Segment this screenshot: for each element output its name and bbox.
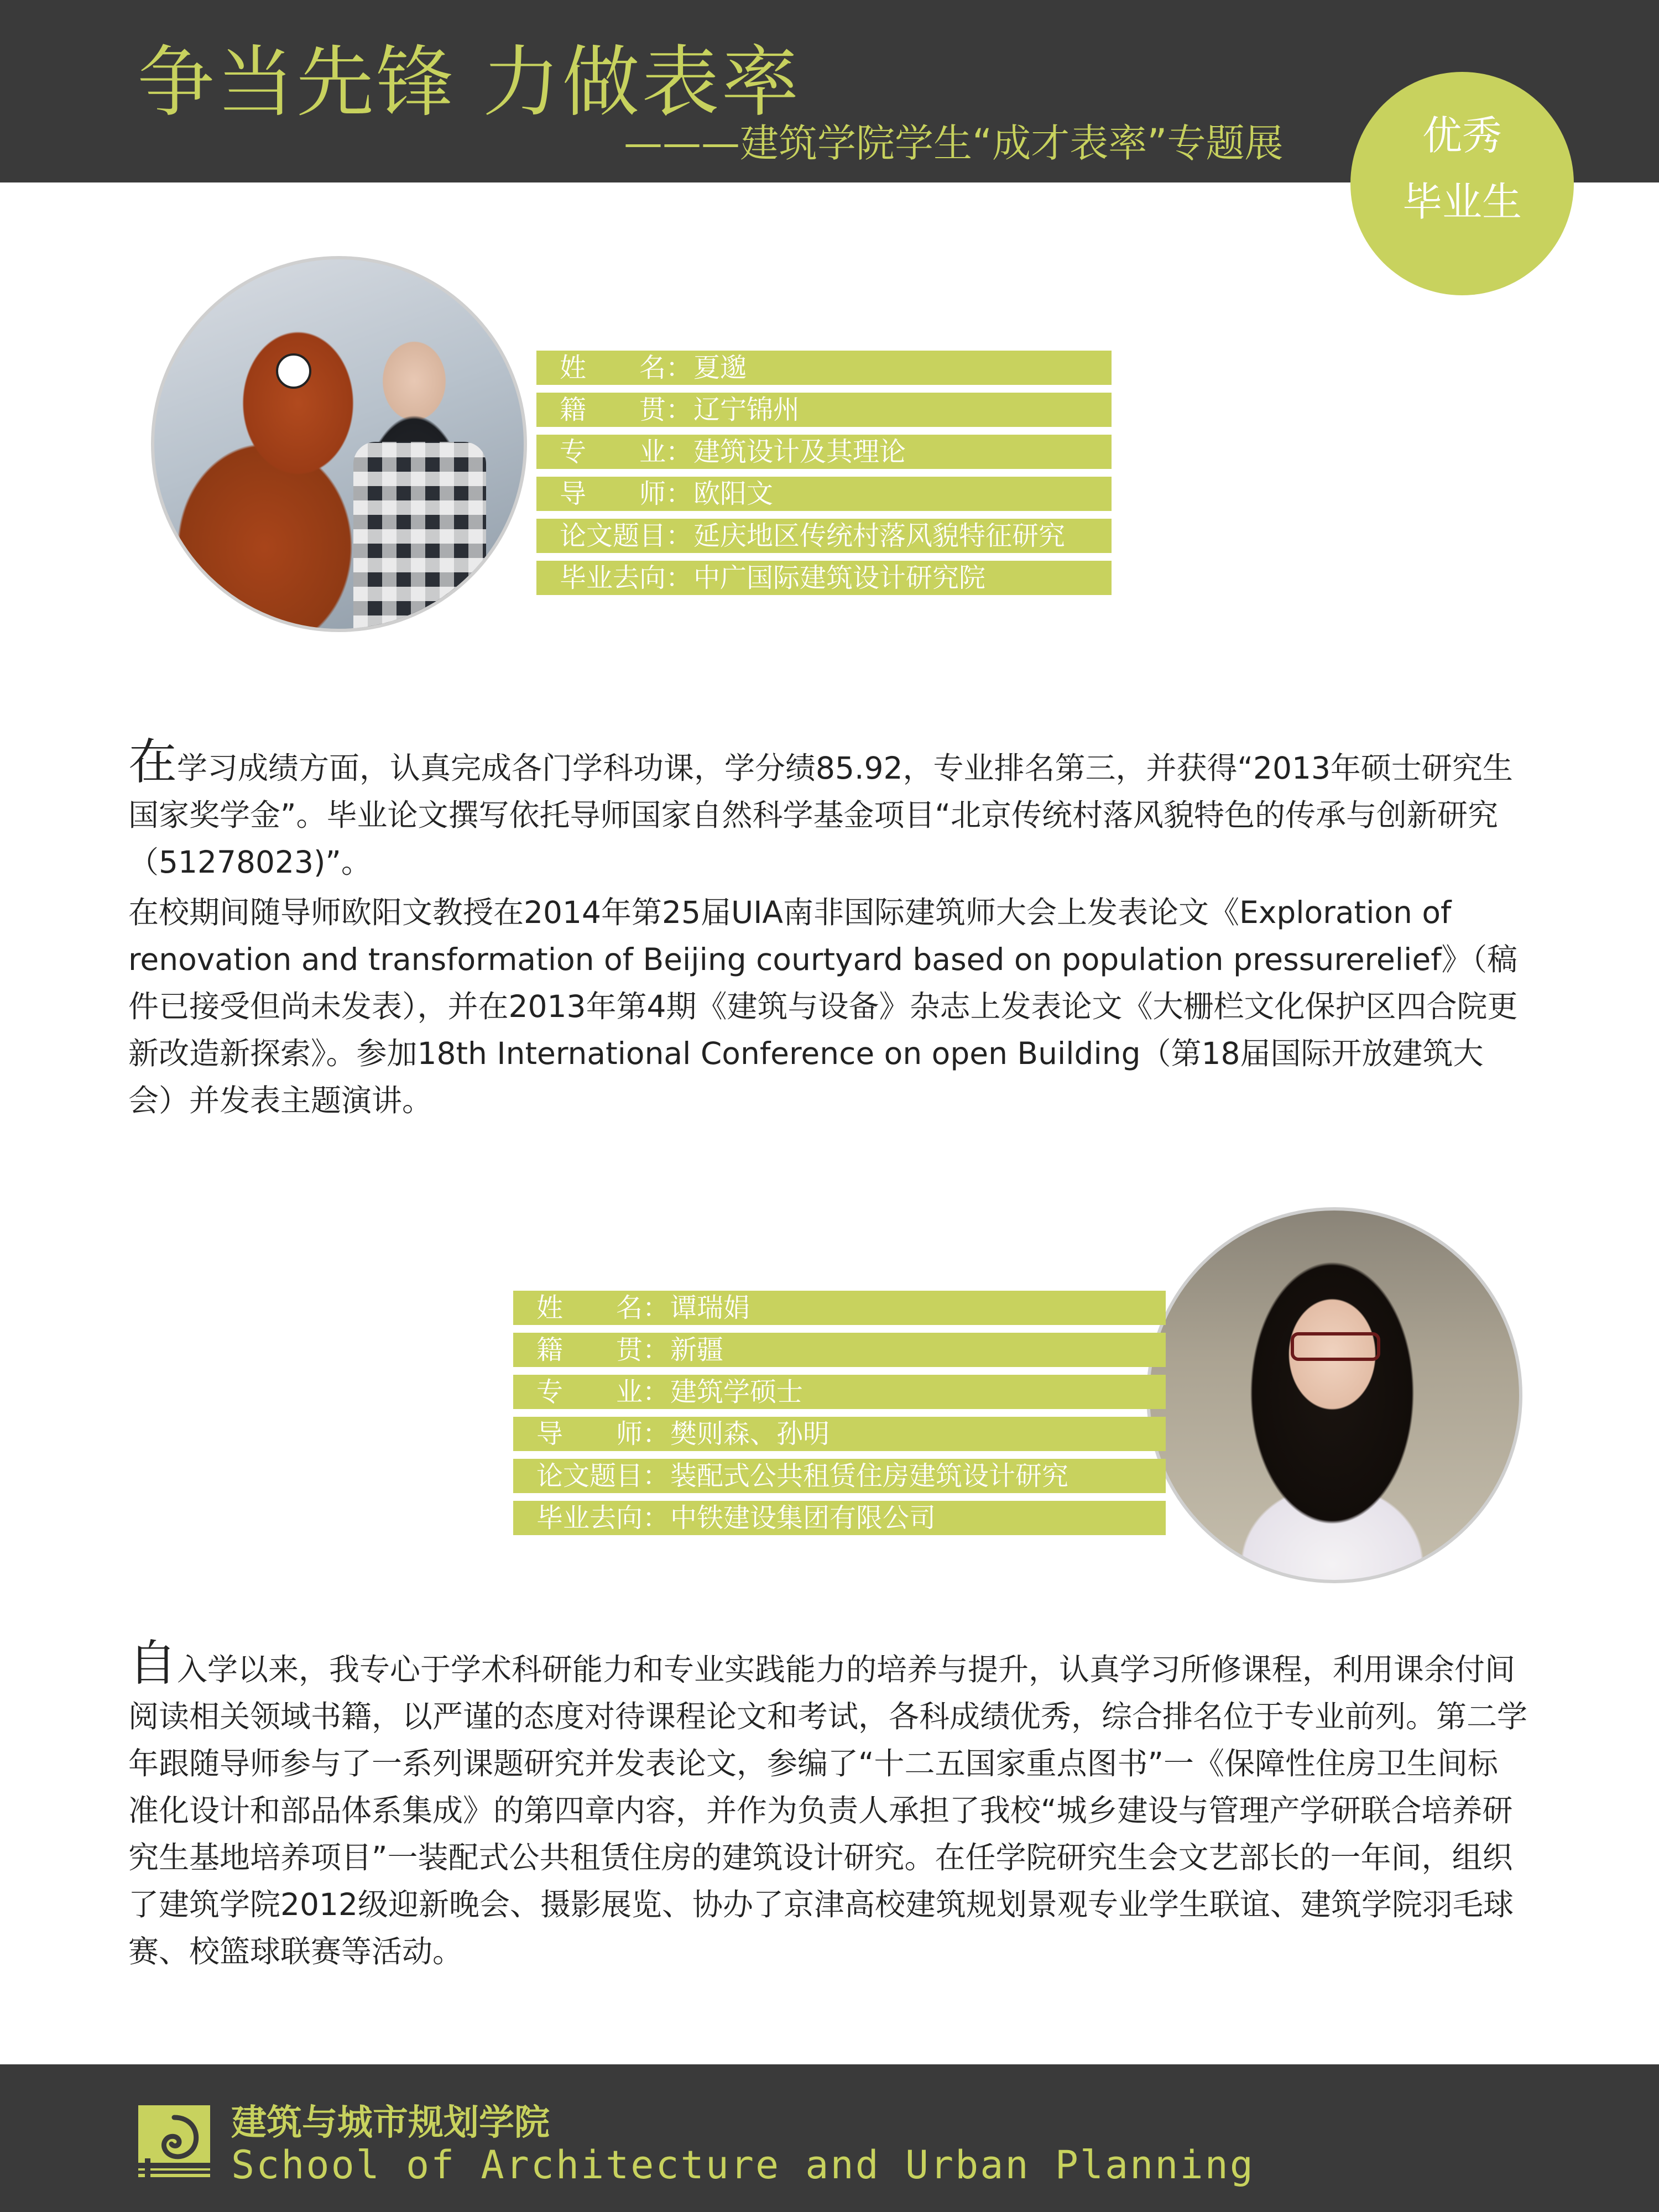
badge-line2: 毕业生 [1402,179,1522,225]
dropcap: 在 [128,733,178,790]
school-name-cn: 建筑与城市规划学院 [231,2103,550,2143]
info-label: 导 师： [560,478,693,509]
info-row-advisor [513,1417,1166,1451]
info-value: 中铁建设集团有限公司 [670,1503,936,1533]
info-row-hometown [513,1333,1166,1367]
info-value: 谭瑞娟 [670,1292,750,1323]
info-value: 建筑设计及其理论 [693,436,906,467]
info-row-thesis [536,519,1112,553]
info-label: 论文题目： [536,1460,670,1491]
info-label: 论文题目： [560,520,693,551]
category-badge [1350,72,1574,295]
student1-info-card [536,351,1112,603]
info-value: 辽宁锦州 [693,394,800,425]
page-title: 争当先锋 力做表率 [137,38,801,128]
info-label: 毕业去向： [560,562,693,593]
plaid-coat [353,442,486,630]
student1-photo [151,256,527,632]
info-row-name [513,1291,1166,1325]
mascot-eye [276,353,311,389]
dropcap: 自 [128,1635,178,1692]
info-row-major [536,435,1112,469]
info-label: 姓 名： [560,352,693,383]
page-subtitle: ———建筑学院学生“成才表率”专题展 [624,121,1284,166]
info-row-thesis [513,1459,1166,1493]
info-value: 夏邈 [693,352,747,383]
info-label: 籍 贯： [560,394,693,425]
info-value: 樊则森、孙明 [670,1418,830,1449]
student1-paragraph-1 [128,733,1527,886]
info-row-name [536,351,1112,385]
info-value: 新疆 [670,1334,724,1365]
student2-photo [1146,1207,1522,1583]
student2-info-card [513,1291,1166,1543]
info-value: 装配式公共租赁住房建筑设计研究 [670,1460,1069,1491]
paragraph-text: 学习成绩方面，认真完成各门学科功课，学分绩85.92，专业排名第三，并获得“2013年硕士研究生国家奖学金”。毕业论文撰写依托导师国家自然科学基金项目“北京传统村落风貌特色的传承与创新研究（51278023)”。 [128,750,1513,880]
info-label: 专 业： [560,436,693,467]
info-row-hometown [536,393,1112,427]
info-label: 导 师： [536,1418,670,1449]
glasses-shape [1291,1332,1380,1361]
info-row-advisor [536,477,1112,511]
info-value: 欧阳文 [693,478,774,509]
student1-paragraph-2: 在校期间随导师欧阳文教授在2014年第25届UIA南非国际建筑师大会上发表论文《Exploration of renovation and transformation of Beijing courtyard based on population pressurerelief》（稿件已接受但尚未发表），并在2013年第4期《建筑与设备》杂志上发表论文《大栅栏文化保护区四合院更新改造新探索》。参加18th International Conference on open Building（第18届国际开放建筑大会）并发表主题演讲。 [128,895,1518,1118]
paragraph-text: 入学以来，我专心于学术科研能力和专业实践能力的培养与提升，认真学习所修课程，利用课余付间阅读相关领域书籍，以严谨的态度对待课程论文和考试，各科成绩优秀，综合排名位于专业前列。第二学年跟随导师参与了一系列课题研究并发表论文，参编了“十二五国家重点图书”一《保障性住房卫生间标准化设计和部品体系集成》的第四章内容，并作为负责人承担了我校“城乡建设与管理产学研联合培养研究生基地培养项目”一装配式公共租赁住房的建筑设计研究。在任学院研究生会文艺部长的一年间，组织了建筑学院2012级迎新晚会、摄影展览、协办了京津高校建筑规划景观专业学生联谊、建筑学院羽毛球赛、校篮球联赛等活动。 [128,1652,1528,1969]
school-logo-icon [138,2105,210,2177]
info-label: 姓 名： [536,1292,670,1323]
info-label: 毕业去向： [536,1503,670,1533]
info-value: 延庆地区传统村落风貌特征研究 [693,520,1066,551]
school-name-en: School of Architecture and Urban Planning [231,2142,1255,2188]
info-value: 中广国际建筑设计研究院 [693,562,986,593]
student2-paragraph [128,1635,1528,1975]
info-label: 专 业： [536,1376,670,1407]
info-row-major [513,1375,1166,1409]
info-row-destination [536,561,1112,595]
info-value: 建筑学硕士 [670,1376,804,1407]
footer-bar [0,2064,1659,2212]
info-label: 籍 贯： [536,1334,670,1365]
info-row-destination [513,1501,1166,1535]
badge-line1: 优秀 [1422,112,1502,159]
